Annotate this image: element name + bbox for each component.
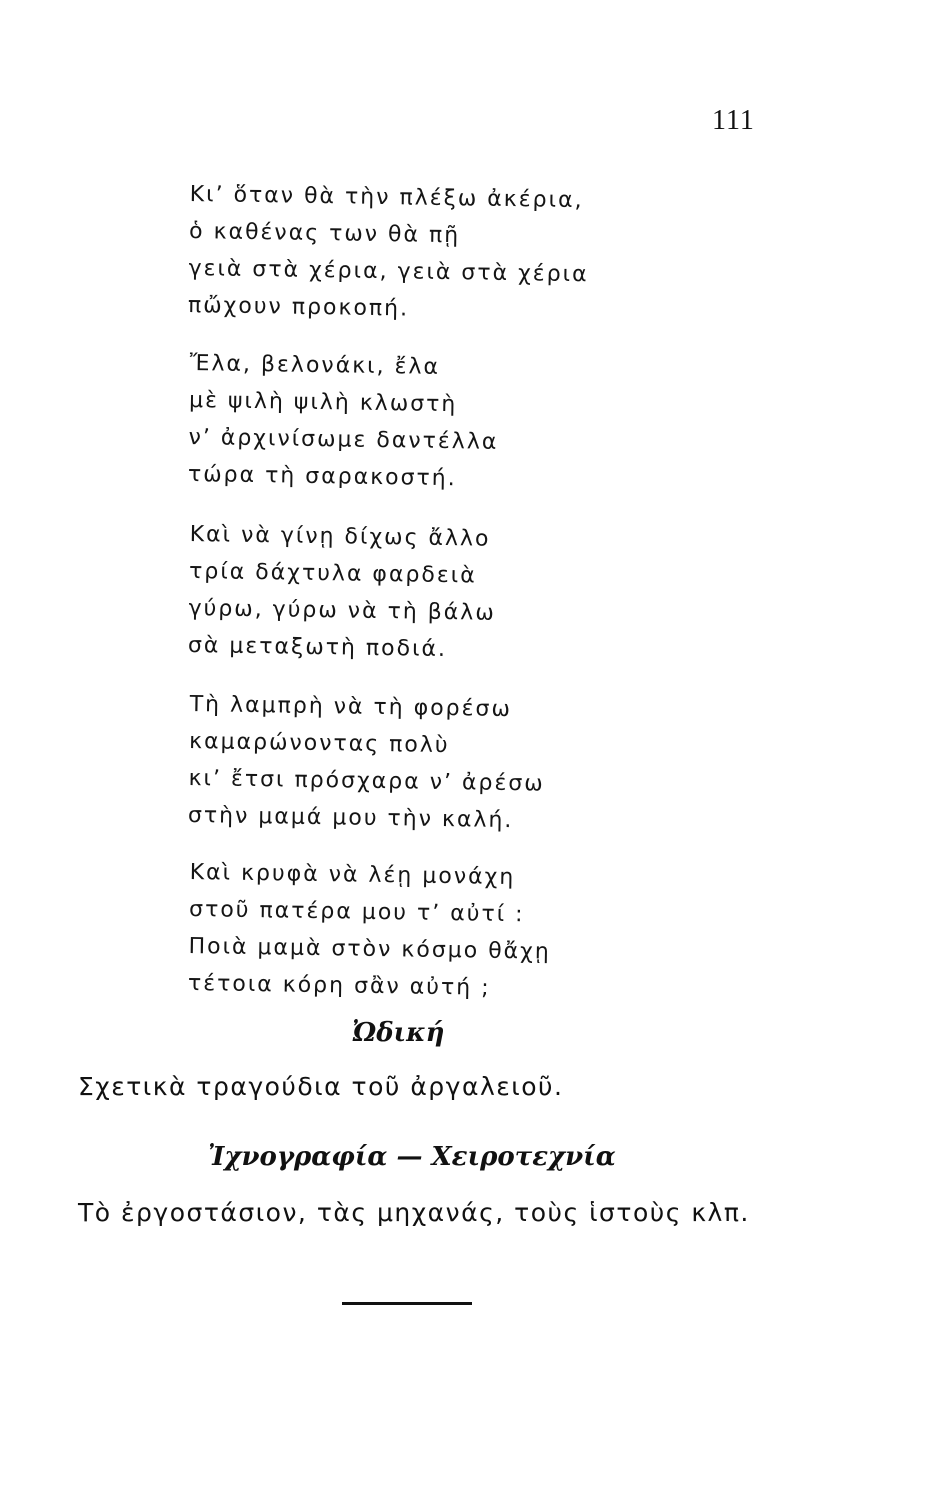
poem-line: στὴν μαμά μου τὴν καλή.: [187, 802, 514, 834]
poem-line: Ἔλα, βελονάκι, ἔλα: [189, 350, 441, 380]
poem-line: τώρα τὴ σαρακοστή.: [187, 461, 457, 492]
poem-line: Κι’ ὅταν θὰ τὴν πλέξω ἀκέρια,: [189, 181, 584, 214]
poem-line: μὲ ψιλὴ ψιλὴ κλωστὴ: [188, 387, 458, 418]
page-number: 111: [712, 105, 755, 136]
poem-line: πὤχουν προκοπή.: [187, 292, 410, 322]
poem-line: Καὶ κρυφὰ νὰ λέῃ μονάχη: [189, 859, 516, 891]
section-text: Σχετικὰ τραγούδια τοῦ ἀργαλειοῦ.: [78, 1072, 564, 1101]
poem-stanza: [188, 516, 650, 671]
poem-line: σὰ μεταξωτὴ ποδιά.: [187, 632, 448, 663]
poem-line: Ποιὰ μαμὰ στὸν κόσμο θἄχῃ: [188, 933, 551, 965]
poem-line: γειὰ στὰ χέρια, γειὰ στὰ χέρια: [188, 255, 589, 288]
poem-line: γύρω, γύρω νὰ τὴ βάλω: [188, 595, 496, 626]
poem-stanza: [188, 345, 650, 500]
poem-line: ν’ ἀρχινίσωμε δαντέλλα: [188, 424, 499, 455]
poem-stanza: [188, 854, 650, 1009]
poem-line: στοῦ πατέρα μου τ’ αὐτί :: [188, 896, 525, 928]
poem-line: Καὶ νὰ γίνῃ δίχως ἄλλο: [189, 521, 491, 552]
poem-line: καμαρώνοντας πολὺ: [188, 728, 450, 759]
section-text: Τὸ ἐργοστάσιον, τὰς μηχανάς, τοὺς ἱστοὺς κλπ.: [78, 1198, 750, 1227]
poem-stanza: [188, 176, 650, 331]
poem-line: ὁ καθένας των θὰ πῇ: [188, 218, 461, 249]
poem-line: κι’ ἔτσι πρόσχαρα ν’ ἀρέσω: [188, 765, 545, 797]
poem-stanza: [188, 686, 650, 841]
divider: [342, 1302, 472, 1305]
section-heading: Ἰχνογραφία — Χειροτεχνία: [208, 1142, 616, 1172]
poem-line: τέτοια κόρη σἂν αὐτή ;: [187, 970, 491, 1001]
poem-line: τρία δάχτυλα φαρδειὰ: [188, 558, 477, 589]
poem-line: Τὴ λαμπρὴ νὰ τὴ φορέσω: [189, 691, 513, 723]
section-heading: Ὠδική: [352, 1018, 445, 1048]
